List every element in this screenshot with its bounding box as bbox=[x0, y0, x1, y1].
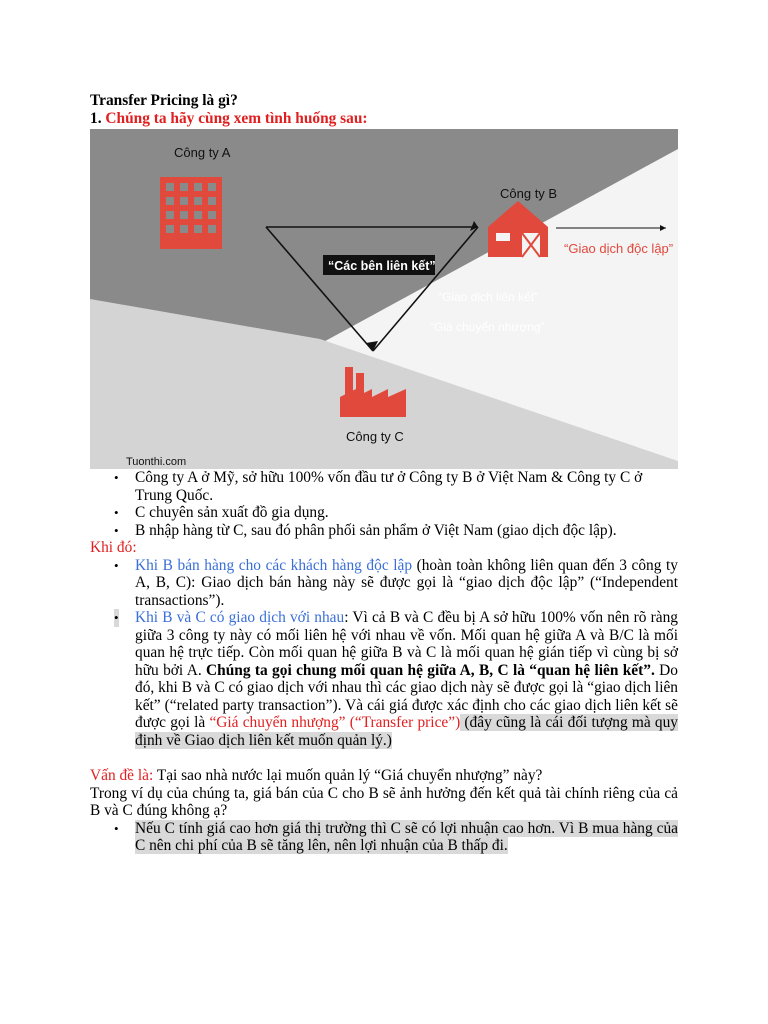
office-building-icon bbox=[160, 177, 222, 249]
related-party-diagram bbox=[90, 129, 678, 469]
center-label-text: “Các bên liên kết” bbox=[328, 259, 436, 273]
list-item: • Khi B bán hàng cho các khách hàng độc lập (hoàn toàn không liên quan đến 3 công ty A, B, C): Giao dịch bán hàng này sẽ được gọi là “giao dịch độc lập” (“Independent transactions”). bbox=[114, 556, 678, 609]
list-item: • Khi B và C có giao dịch với nhau: Vì cả B và C đều bị A sở hữu 100% vốn nên rõ ràng giữa 3 công ty này có mối liên hệ với nhau về vốn. Mối quan hệ giữa A và B/C là mối quan hệ trực tiếp. Còn mối quan hệ giữa B và C là mối quan hệ gián tiếp vì cùng bị sở hữu bởi A. Chúng ta gọi chung mối quan hệ giữa A, B, C là “quan hệ liên kết”. Do đó, khi B và C có giao dịch với nhau thì các giao dịch này sẽ được gọi là “giao dịch liên kết” (“related party transaction”). Và cái giá được xác định cho các giao dịch liên kết sẽ được gọi là “Giá chuyển nhượng” (“Transfer price”) (đây cũng là cái đối tượng mà quy định về Giao dịch liên kết muốn quản lý.) bbox=[114, 609, 679, 749]
company-c-label: Công ty C bbox=[346, 429, 404, 444]
independent-label: “Giao dịch độc lập” bbox=[564, 241, 674, 256]
independent-link: Khi B bán hàng cho các khách hàng độc lập bbox=[135, 556, 413, 574]
explanation-list bbox=[90, 557, 678, 750]
company-a-label: Công ty A bbox=[174, 145, 231, 160]
list-item: • C chuyên sản xuất đồ gia dụng. bbox=[114, 504, 329, 521]
section-number: 1. bbox=[90, 109, 102, 127]
company-b-label: Công ty B bbox=[500, 186, 558, 201]
problem-paragraph: Trong ví dụ của chúng ta, giá bán của C cho B sẽ ảnh hưởng đến kết quả tài chính riêng của cả B và C đúng không ạ? bbox=[90, 784, 678, 819]
transfer-price-label: “Giá chuyển nhượng” bbox=[430, 320, 545, 334]
list-item: • Công ty A ở Mỹ, sở hữu 100% vốn đầu tư ở Công ty B ở Việt Nam & Công ty C ở Trung Quốc. bbox=[114, 469, 643, 504]
diagram-canvas bbox=[90, 129, 678, 469]
list-item: • B nhập hàng từ C, sau đó phân phối sản phẩm ở Việt Nam (giao dịch độc lập). bbox=[114, 521, 617, 539]
situation-list bbox=[90, 469, 678, 539]
transfer-price-term: “Giá chuyển nhượng” (“Transfer price”) bbox=[209, 714, 461, 731]
khi-do-label: Khi đó: bbox=[90, 539, 137, 556]
section-heading bbox=[90, 110, 678, 128]
problem-question: Vấn đề là: Tại sao nhà nước lại muốn quản lý “Giá chuyển nhượng” này? bbox=[90, 767, 543, 784]
document-page bbox=[90, 92, 678, 855]
document-title: Transfer Pricing là gì? bbox=[90, 92, 238, 109]
related-link: Khi B và C có giao dịch với nhau bbox=[135, 609, 345, 626]
consequence-list bbox=[90, 820, 678, 855]
problem-label: Vấn đề là: bbox=[90, 767, 154, 784]
section-title: Chúng ta hãy cùng xem tình huống sau: bbox=[105, 109, 368, 127]
list-item: • Nếu C tính giá cao hơn giá thị trường thì C sẽ có lợi nhuận cao hơn. Vì B mua hàng của C nên chi phí của B sẽ tăng lên, nên lợi nhuận của B thấp đi. bbox=[114, 819, 678, 854]
related-label: “Giao dịch liên kết” bbox=[438, 290, 539, 304]
watermark: Tuonthi.com bbox=[126, 456, 187, 468]
